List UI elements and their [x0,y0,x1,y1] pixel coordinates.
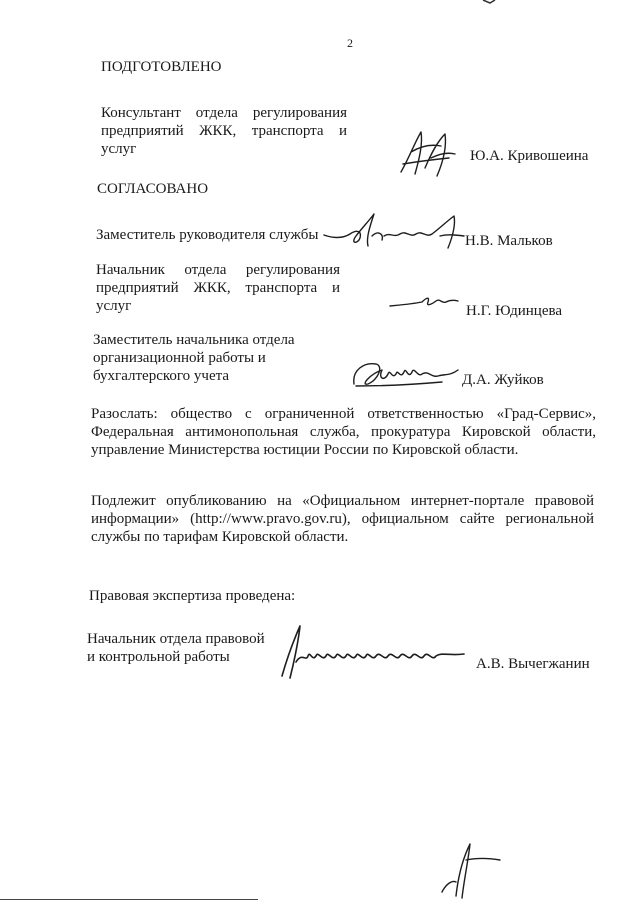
agreed-heading: СОГЛАСОВАНО [97,181,209,197]
signer-2-position-line: Начальник отдела регулирования [96,262,340,278]
prepared-heading: ПОДГОТОВЛЕНО [101,59,222,75]
signer-3-position-line: Заместитель начальника отдела [93,332,295,348]
legal-review-position-line: и контрольной работы [87,649,230,665]
prepared-position-line: услуг [101,141,137,157]
distribution-paragraph [91,405,596,459]
signature-zhuykov [348,356,463,392]
prepared-position-line: Консультант отдела регулирования [101,105,347,121]
distribution-line: Разослать: общество с ограниченной ответственностью «Град-Сервис», [91,406,596,422]
legal-review-text: Правовая экспертиза проведена: [89,588,296,604]
signature-yudintseva [388,292,460,312]
signer-1-name: Н.В. Мальков [465,233,553,249]
signature-vychegzhanin [272,622,472,682]
distribution-line: управление Министерства юстиции России по Кировской области. [91,442,519,458]
publication-line: информации» (http://www.pravo.gov.ru), официальном сайте региональной [91,511,594,527]
signer-2-name: Н.Г. Юдинцева [466,303,563,319]
signer-1-position: Заместитель руководителя службы [96,227,319,243]
legal-review-name: А.В. Вычегжанин [476,656,590,672]
prepared-position [101,104,347,158]
top-edge-mark [482,0,496,4]
publication-line: службы по тарифам Кировской области. [91,529,349,545]
publication-paragraph [91,492,594,546]
signer-3-position [93,331,295,385]
signer-3-position-line: бухгалтерского учета [93,368,230,384]
signer-2-position [96,261,340,315]
prepared-position-line: предприятий ЖКК, транспорта и [101,123,347,139]
publication-line: Подлежит опубликованию на «Официальном интернет-портале правовой [91,493,594,509]
signature-kriv [395,128,465,180]
initials-mark [436,838,506,900]
page-number: 2 [347,36,353,50]
distribution-line: Федеральная антимонопольная служба, прокуратура Кировской области, [91,424,596,440]
legal-review-position [87,630,265,666]
signer-2-position-line: предприятий ЖКК, транспорта и [96,280,340,296]
legal-review-position-line: Начальник отдела правовой [87,631,265,647]
signer-3-position-line: организационной работы и [93,350,266,366]
bottom-rule [0,899,258,900]
prepared-name: Ю.А. Кривошеина [470,148,589,164]
signer-3-name: Д.А. Жуйков [462,372,544,388]
signer-2-position-line: услуг [96,298,132,314]
signature-malkov [322,208,467,253]
